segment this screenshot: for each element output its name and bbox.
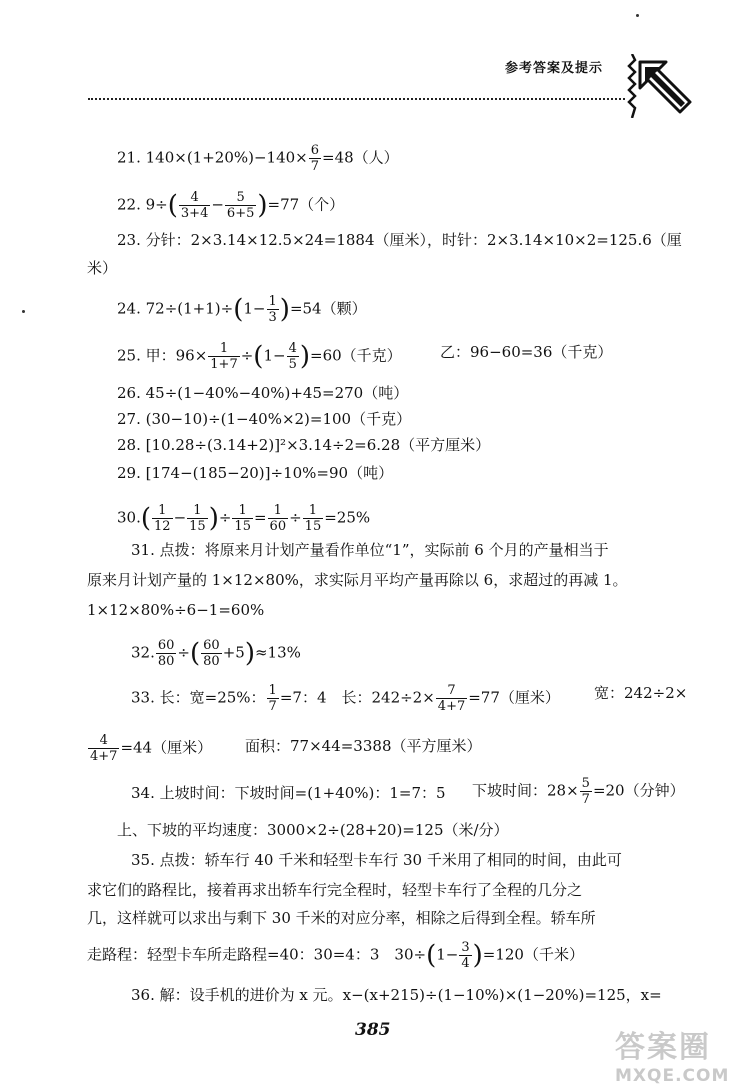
- answer-22: [117, 190, 344, 221]
- fraction: [309, 143, 321, 174]
- answer-27: 27. (30−10)÷(1−40%×2)=100（千克）: [117, 410, 412, 428]
- answer-text: =77（厘米）: [468, 688, 560, 707]
- numerator: 1: [268, 503, 289, 519]
- answer-text: =54（颗）: [289, 299, 367, 318]
- watermark-url: MXQE.COM: [615, 1066, 730, 1086]
- denominator: 3: [268, 310, 277, 325]
- fraction: [267, 294, 279, 325]
- numerator: 1: [208, 341, 239, 357]
- denominator: 5: [288, 357, 297, 372]
- paren: (: [253, 341, 264, 372]
- answer-21: [117, 143, 399, 174]
- margin-mark: [636, 14, 639, 17]
- fraction: [436, 683, 467, 714]
- numerator: 1: [187, 503, 208, 519]
- denominator: 3+4: [180, 206, 209, 221]
- answer-33-area: 面积：77×44=3388（平方厘米）: [245, 737, 482, 755]
- answer-31: 31. 点拨：将原来月计划产量看作单位“1”，实际前 6 个月的产量相当于: [131, 541, 609, 559]
- answer-31-cont: 原来月计划产量的 1×12×80%，求实际月平均产量再除以 6，求超过的再减 1。: [87, 571, 628, 589]
- answer-text: =44（厘米）: [120, 738, 213, 757]
- denominator: 7: [310, 159, 320, 174]
- answer-text: =7：4 长：242÷2×: [279, 688, 435, 707]
- answer-text: 走路程：轻型卡车所走路程=40：30=4：3 30÷: [87, 945, 427, 964]
- fraction: [232, 503, 253, 534]
- denominator: 1+7: [210, 357, 238, 372]
- fraction: [179, 190, 210, 221]
- denominator: 15: [304, 519, 322, 534]
- fraction: [459, 940, 471, 971]
- answer-34-down: [472, 776, 685, 807]
- fraction: [580, 776, 592, 807]
- arrow-icon: [636, 58, 694, 116]
- answer-33-cont: [87, 733, 212, 764]
- answer-text: 24. 72÷(1+1)÷: [117, 299, 234, 318]
- paren: ): [257, 190, 268, 221]
- answer-text: =60（千克）: [310, 346, 402, 365]
- watermark-logo: [615, 1022, 745, 1084]
- paren: ): [279, 294, 290, 325]
- answer-28: 28. [10.28÷(3.14+2)]²×3.14÷2=6.28（平方厘米）: [117, 436, 491, 454]
- denominator: 80: [203, 654, 220, 669]
- answer-23: 23. 分针：2×3.14×12.5×24=1884（厘米），时针：2×3.14×10×2=125.6（厘: [117, 231, 682, 249]
- operator: =: [253, 508, 267, 527]
- answer-32: [131, 638, 301, 669]
- numerator: 4: [288, 341, 297, 356]
- paren: (: [426, 940, 437, 971]
- fraction: [287, 341, 299, 372]
- answer-35: 35. 点拨：轿车行 40 千米和轻型卡车行 30 千米用了相同的时间，由此可: [131, 851, 622, 869]
- numerator: 5: [225, 190, 256, 206]
- fraction: [303, 503, 324, 534]
- answer-text: 32.: [131, 643, 155, 662]
- denominator: 12: [154, 519, 171, 534]
- answer-33-width: 宽：242÷2×: [594, 684, 688, 702]
- numerator: 4: [88, 733, 119, 749]
- denominator: 6+5: [226, 206, 255, 221]
- answer-text: 1−: [243, 299, 266, 318]
- denominator: 7: [581, 792, 590, 807]
- fraction: [201, 638, 222, 669]
- fraction: [187, 503, 208, 534]
- fraction: [156, 638, 177, 669]
- answer-text: ≈13%: [254, 643, 301, 662]
- answer-text: =48（人）: [322, 148, 399, 167]
- paren: ): [472, 940, 483, 971]
- answer-34: 34. 上坡时间：下坡时间=(1+40%)：1=7：5: [131, 784, 446, 802]
- numerator: 1: [152, 503, 173, 519]
- answer-text: 21. 140×(1+20%)−140×: [117, 148, 308, 167]
- denominator: 4+7: [437, 699, 466, 714]
- answer-24: [117, 294, 367, 325]
- answer-text: 1−: [436, 945, 459, 964]
- numerator: 1: [268, 683, 277, 698]
- fraction: [267, 683, 279, 714]
- answer-text: 22. 9÷: [117, 195, 168, 214]
- numerator: 1: [232, 503, 253, 519]
- answer-33: [131, 683, 560, 714]
- paren: ): [299, 341, 311, 372]
- fraction: [268, 503, 289, 534]
- answer-23-cont: 米）: [87, 259, 118, 277]
- denominator: 15: [189, 519, 206, 534]
- header-title: 参考答案及提示: [505, 61, 604, 76]
- answer-25-yi: 乙：96−60=36（千克）: [440, 343, 613, 361]
- answer-text: 33. 长：宽=25%：: [131, 688, 266, 707]
- answer-36: 36. 解：设手机的进价为 x 元。x−(x+215)÷(1−10%)×(1−20%)=125，x=: [131, 986, 662, 1004]
- numerator: 3: [461, 940, 470, 955]
- answer-29: 29. [174−(185−20)]÷10%=90（吨）: [117, 464, 394, 482]
- answer-text: 1−: [263, 346, 286, 365]
- answer-25: [117, 341, 402, 372]
- paren: ): [208, 503, 219, 534]
- denominator: 60: [269, 519, 287, 534]
- answer-30: [117, 503, 370, 534]
- numerator: 60: [157, 638, 175, 653]
- answer-text: =120（千米）: [482, 945, 584, 964]
- answer-text: =20（分钟）: [592, 781, 685, 800]
- paren: ): [244, 638, 255, 669]
- numerator: 4: [179, 190, 210, 206]
- answer-35-cont: 几，这样就可以求出与剩下 30 千米的对应分率，相除之后得到全程。轿车所: [87, 909, 596, 927]
- operator: ÷: [289, 508, 302, 527]
- answer-text: +5: [222, 643, 245, 662]
- numerator: 1: [303, 503, 324, 519]
- answer-text: 下坡时间：28×: [472, 781, 579, 800]
- fraction: [152, 503, 173, 534]
- answer-31-cont: 1×12×80%÷6−1=60%: [87, 601, 265, 619]
- header-dotted-rule: [88, 98, 625, 100]
- paren: (: [167, 190, 178, 221]
- denominator: 4+7: [90, 749, 118, 764]
- paren: (: [140, 503, 152, 534]
- operator: −: [211, 195, 224, 214]
- answer-26: 26. 45÷(1−40%−40%)+45=270（吨）: [117, 384, 409, 402]
- answer-text: =77（个）: [267, 195, 345, 214]
- numerator: 6: [310, 143, 320, 158]
- page-number: 385: [355, 1020, 391, 1040]
- denominator: 15: [234, 519, 251, 534]
- numerator: 1: [268, 294, 277, 309]
- fraction: [208, 341, 239, 372]
- fraction: [88, 733, 119, 764]
- operator: ÷: [218, 508, 232, 527]
- paren: (: [233, 294, 244, 325]
- margin-mark: [22, 310, 25, 313]
- denominator: 80: [157, 654, 175, 669]
- answer-35-cont: [87, 940, 584, 971]
- operator: ÷: [240, 346, 254, 365]
- answer-35-cont: 求它们的路程比，接着再求出轿车行完全程时，轻型卡车行了全程的几分之: [87, 881, 583, 899]
- denominator: 7: [268, 699, 277, 714]
- numerator: 5: [581, 776, 590, 791]
- fraction: [225, 190, 256, 221]
- watermark-text: 答案圈: [615, 1030, 711, 1065]
- answer-text: 25. 甲：96×: [117, 346, 208, 365]
- operator: −: [173, 508, 187, 527]
- numerator: 60: [203, 638, 220, 653]
- operator: ÷: [177, 643, 190, 662]
- denominator: 4: [461, 956, 470, 971]
- paren: (: [189, 638, 201, 669]
- answer-34-speed: 上、下坡的平均速度：3000×2÷(28+20)=125（米/分）: [117, 821, 509, 839]
- numerator: 7: [436, 683, 467, 699]
- answer-text: 30.: [117, 508, 141, 527]
- answer-text: =25%: [324, 508, 371, 527]
